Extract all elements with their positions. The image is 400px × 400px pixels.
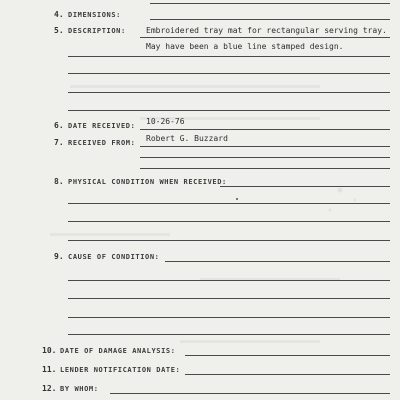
dimensions-number: 4. <box>54 10 64 19</box>
cause-of-condition-line-1 <box>165 261 390 262</box>
lender-notification-label: LENDER NOTIFICATION DATE: <box>60 366 181 374</box>
physical-condition-number: 8. <box>54 177 64 186</box>
description-rule-5 <box>68 110 390 111</box>
lender-notification-line <box>185 374 390 375</box>
cause-of-condition-line-5 <box>68 334 390 335</box>
description-line-1: Embroidered tray mat for rectangular serving tray. <box>146 26 387 35</box>
physical-condition-line-3 <box>68 221 390 222</box>
physical-condition-line-2 <box>68 203 390 204</box>
damage-analysis-label: DATE OF DAMAGE ANALYSIS: <box>60 347 176 355</box>
description-rule-3 <box>68 73 390 74</box>
by-whom-label: BY WHOM: <box>60 385 99 393</box>
by-whom-number: 12. <box>42 384 57 393</box>
physical-condition-line-1 <box>220 186 390 187</box>
received-from-line-3 <box>140 168 390 169</box>
bleed-through-line <box>180 340 320 343</box>
date-received-line <box>140 129 390 130</box>
damage-analysis-line <box>185 355 390 356</box>
received-from-label: RECEIVED FROM: <box>68 139 136 147</box>
dimensions-label: DIMENSIONS: <box>68 11 121 19</box>
description-label: DESCRIPTION: <box>68 27 126 35</box>
by-whom-line <box>110 393 390 394</box>
physical-condition-label: PHYSICAL CONDITION WHEN RECEIVED: <box>68 178 227 186</box>
date-received-label: DATE RECEIVED: <box>68 122 136 130</box>
received-from-line-2 <box>140 157 390 158</box>
description-number: 5. <box>54 26 64 35</box>
top-rule <box>150 3 390 4</box>
cause-of-condition-line-3 <box>68 298 390 299</box>
received-from-value: Robert G. Buzzard <box>146 134 228 143</box>
description-rule-1 <box>140 37 390 38</box>
physical-condition-line-4 <box>68 240 390 241</box>
date-received-number: 6. <box>54 121 64 130</box>
cause-of-condition-label: CAUSE OF CONDITION: <box>68 253 160 261</box>
lender-notification-number: 11. <box>42 365 57 374</box>
damage-analysis-number: 10. <box>42 346 57 355</box>
dimensions-line <box>150 19 390 20</box>
bleed-through-line <box>50 233 170 236</box>
bleed-through-line <box>70 85 320 88</box>
ink-mark <box>236 198 238 200</box>
description-line-2: May have been a blue line stamped design. <box>146 42 344 51</box>
description-rule-2 <box>68 56 390 57</box>
received-from-line-1 <box>140 146 390 147</box>
date-received-value: 10-26-76 <box>146 117 185 126</box>
description-rule-4 <box>68 92 390 93</box>
cause-of-condition-number: 9. <box>54 252 64 261</box>
received-from-number: 7. <box>54 138 64 147</box>
cause-of-condition-line-4 <box>68 317 390 318</box>
cause-of-condition-line-2 <box>68 280 390 281</box>
